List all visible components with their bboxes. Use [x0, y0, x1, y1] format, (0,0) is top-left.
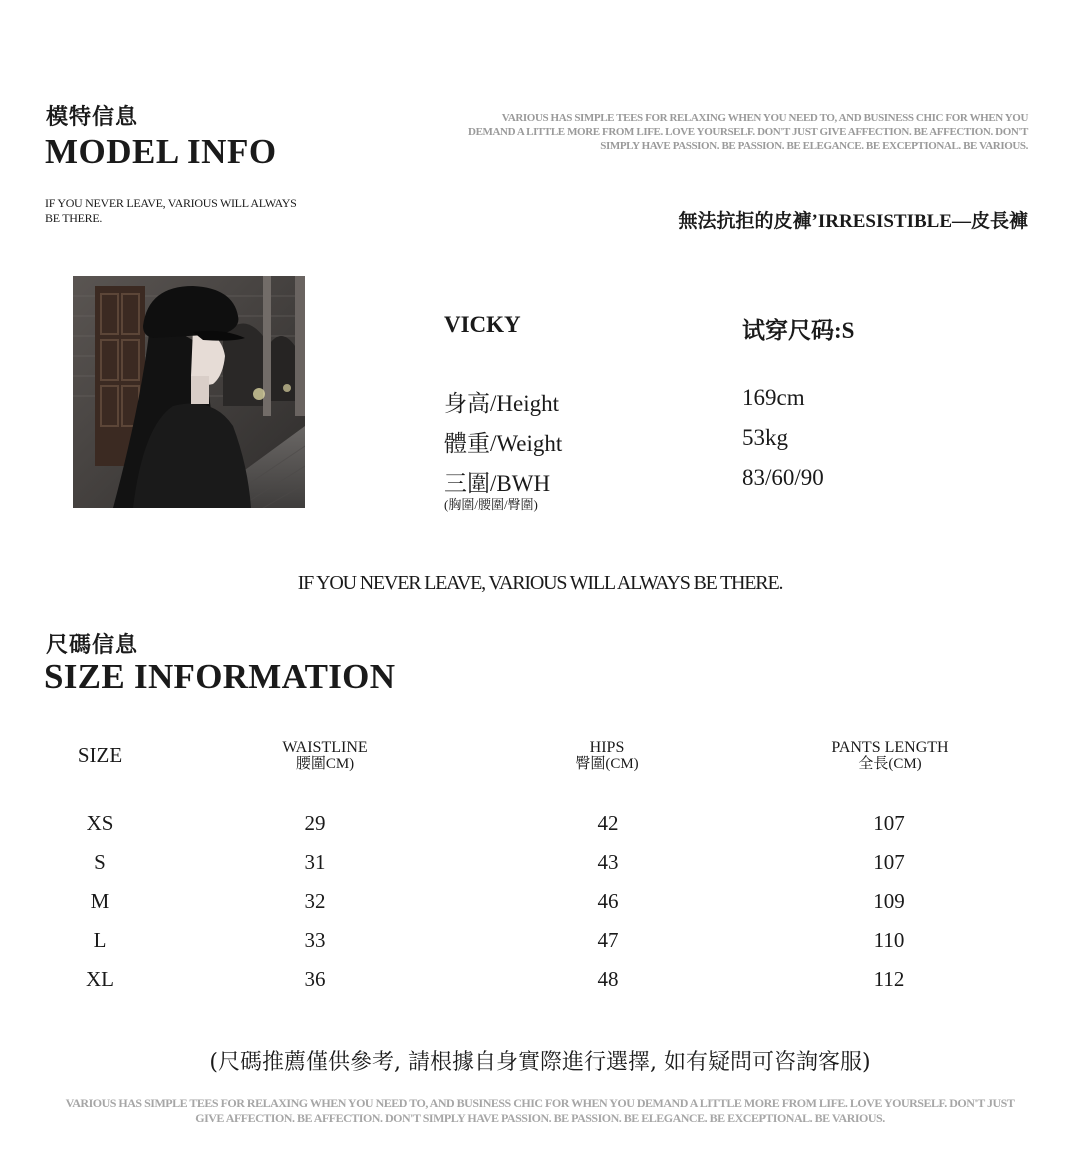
col-header-pants-length-cn: 全長(CM) — [858, 756, 922, 772]
table-cell: 107 — [873, 811, 905, 835]
col-header-pants-length-en: PANTS LENGTH — [831, 739, 949, 756]
table-cell: 112 — [873, 967, 905, 991]
center-tagline: IF YOU NEVER LEAVE, VARIOUS WILL ALWAYS BE THERE. — [297, 572, 783, 594]
model-info-cn-title: 模特信息 — [46, 104, 139, 130]
table-cell: 107 — [873, 850, 905, 874]
height-value: 169cm — [742, 385, 805, 410]
bwh-label: 三圍/BWH — [444, 471, 551, 496]
bwh-value: 83/60/90 — [742, 465, 824, 490]
bwh-note: (胸圍/腰圍/臀圍) — [444, 497, 538, 512]
table-cell: XL — [86, 967, 114, 991]
model-name: VICKY — [444, 312, 521, 337]
col-header-hips-en: HIPS — [589, 739, 625, 756]
weight-value: 53kg — [742, 425, 788, 450]
table-cell: XS — [86, 811, 114, 835]
col-header-hips-cn: 臀圍(CM) — [575, 756, 639, 772]
table-cell: 32 — [304, 889, 326, 913]
table-cell: 109 — [873, 889, 905, 913]
model-fit-size: 试穿尺码:S — [742, 318, 855, 343]
table-cell: M — [90, 889, 110, 913]
col-header-pants-length — [800, 740, 980, 773]
table-cell: 47 — [597, 928, 619, 952]
table-cell: 42 — [597, 811, 619, 835]
size-info-title: SIZE INFORMATION — [44, 657, 396, 696]
col-header-waistline — [250, 740, 400, 773]
col-header-size: SIZE — [77, 743, 123, 767]
table-cell: 29 — [304, 811, 326, 835]
size-note: (尺碼推薦僅供參考, 請根據自身實際進行選擇, 如有疑問可咨詢客服) — [209, 1050, 871, 1075]
table-cell: 33 — [304, 928, 326, 952]
table-cell: 43 — [597, 850, 619, 874]
brand-paragraph: VARIOUS HAS SIMPLE TEES FOR RELAXING WHEN YOU NEED TO, AND BUSINESS CHIC FOR WHEN YOU DEMAND A LITTLE MORE FROM LIFE. LOVE YOURSELF. DON'T JUST GIVE AFFECTION. BE AFFECTION. DON'T SIMPLY HAVE PASSION. BE PASSION. BE ELEGANCE. BE EXCEPTIONAL. BE VARIOUS. — [468, 112, 1028, 152]
table-cell: L — [93, 928, 107, 952]
size-info-cn-title: 尺碼信息 — [46, 632, 139, 658]
table-cell: S — [94, 850, 106, 874]
table-cell: 36 — [304, 967, 326, 991]
col-header-waistline-cn: 腰圍CM) — [295, 756, 355, 772]
product-name: 無法抗拒的皮褲’IRRESISTIBLE—皮長褲 — [678, 211, 1028, 232]
table-cell: 46 — [597, 889, 619, 913]
model-photo — [73, 276, 305, 508]
model-info-title: MODEL INFO — [45, 132, 277, 171]
model-photo-illustration — [73, 276, 305, 508]
tagline: IF YOU NEVER LEAVE, VARIOUS WILL ALWAYS BE THERE. — [45, 196, 297, 225]
table-cell: 48 — [597, 967, 619, 991]
footer-paragraph: VARIOUS HAS SIMPLE TEES FOR RELAXING WHEN YOU NEED TO, AND BUSINESS CHIC FOR WHEN YOU DEMAND A LITTLE MORE FROM LIFE. LOVE YOURSELF. DON'T JUST GIVE AFFECTION. BE AFFECTION. DON'T SIMPLY HAVE PASSION. BE PASSION. BE ELEGANCE. BE EXCEPTIONAL. BE VARIOUS. — [65, 1096, 1015, 1125]
table-cell: 110 — [873, 928, 905, 952]
weight-label: 體重/Weight — [444, 431, 563, 456]
table-cell: 31 — [304, 850, 326, 874]
col-header-waistline-en: WAISTLINE — [282, 739, 368, 756]
height-label: 身高/Height — [444, 391, 559, 416]
col-header-hips — [532, 740, 682, 773]
